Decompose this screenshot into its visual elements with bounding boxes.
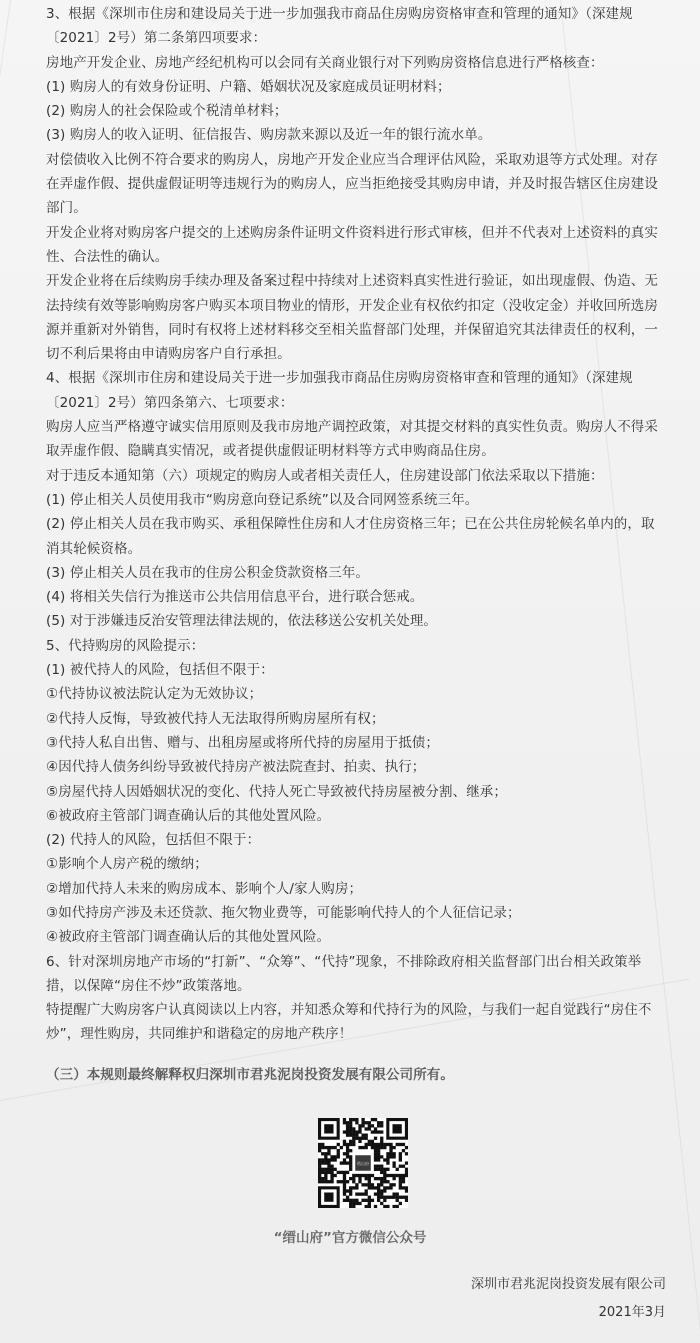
paragraph: (1) 购房人的有效身份证明、户籍、婚姻状况及家庭成员证明材料； [46,78,451,95]
paragraph: ②代持人反悔，导致被代持人无法取得所购房屋所有权； [46,710,385,727]
background-line [0,0,11,1330]
paragraph: (1) 被代持人的风险，包括但不限于： [46,662,274,679]
paragraph: 购房人应当严格遵守诚实信用原则及我市房地产调控政策，对其提交材料的真实性负责。购房人不得采取弄虚作假、隐瞒真实情况，或者提供虚假证明材料等方式申购商品住房。 [46,419,658,460]
paragraph: ①代持协议被法院认定为无效协议； [46,686,263,703]
qr-code [318,1118,408,1208]
paragraph: 4、根据《深圳市住房和建设局关于进一步加强我市商品住房购房资格审查和管理的通知》（深建规〔2021〕2号）第四条第六、七项要求： [46,370,633,411]
paragraph: (2) 停止相关人员在我市购买、承租保障性住房和人才住房资格三年；已在公共住房轮候名单内的，取消其轮候资格。 [46,516,655,557]
regulation-text [46,2,658,1087]
paragraph: 房地产开发企业、房地产经纪机构可以会同有关商业银行对下列购房资格信息进行严格核查： [46,54,604,71]
qr-finder-pattern [392,1124,401,1133]
paragraph: (2) 购房人的社会保险或个税清单材料； [46,103,288,120]
qr-center-label: 缙山府 [357,1161,369,1166]
qr-finder-pattern [324,1124,333,1133]
paragraph: 开发企业将对购房客户提交的上述购房条件证明文件资料进行形式审核，但并不代表对上述资料的真实性、合法性的确认。 [46,224,658,265]
paragraph: ②增加代持人未来的购房成本、影响个人/家人购房； [46,880,363,897]
paragraph: 开发企业将在后续购房手续办理及备案过程中持续对上述资料真实性进行验证，如出现虚假、伪造、无法持续有效等影响购房客户购买本项目物业的情形，开发企业有权依约扣定（没收定金）并收回所选房源并重新对外销售，同时有权将上述材料移交至相关监督部门处理，并保留追究其法律责任的权利，一切不利后果将由申请购房客户自行承担。 [46,273,658,363]
paragraph: (5) 对于涉嫌违反治安管理法律法规的，依法移送公安机关处理。 [46,613,438,630]
paragraph: 6、针对深圳房地产市场的“打新”、“众筹”、“代持”现象，不排除政府相关监督部门出台相关政策举措，以保障“房住不炒”政策落地。 [46,953,642,994]
paragraph: (2) 代持人的风险，包括但不限于： [46,832,261,849]
qr-code-graphic [318,1118,408,1208]
paragraph: ⑤房屋代持人因婚姻状况的变化、代持人死亡导致被代持房屋被分割、继承； [46,783,508,800]
paragraph: 5、代持购房的风险提示： [46,637,205,654]
paragraph: 特提醒广大购房客户认真阅读以上内容，并知悉众筹和代持行为的风险，与我们一起自觉践行“房住不炒”，理性购房，共同维护和谐稳定的房地产秩序！ [46,1002,652,1043]
paragraph: (3) 购房人的收入证明、征信报告、购房款来源以及近一年的银行流水单。 [46,127,492,144]
paragraph: ④因代持人债务纠纷导致被代持房产被法院查封、拍卖、执行； [46,759,426,776]
company-name: 深圳市君兆泥岗投资发展有限公司 [470,1277,666,1292]
qr-finder-pattern [324,1192,333,1201]
paragraph: 对于违反本通知第（六）项规定的购房人或者相关责任人，住房建设部门依法采取以下措施： [46,467,604,484]
conclusion-text: （三）本规则最终解释权归深圳市君兆泥岗投资发展有限公司所有。 [46,1066,454,1083]
paragraph: (4) 将相关失信行为推送市公共信用信息平台，进行联合惩戒。 [46,589,424,606]
paragraph: ③代持人私自出售、赠与、出租房屋或将所代持的房屋用于抵债； [46,734,440,751]
paragraph: ③如代持房产涉及未还贷款、拖欠物业费等，可能影响代持人的个人征信记录； [46,904,521,921]
paragraph: ①影响个人房产税的缴纳； [46,856,208,873]
date: 2021年3月 [598,1305,666,1320]
paragraph: ④被政府主管部门调查确认后的其他处置风险。 [46,929,331,946]
qr-caption: “缙山府”官方微信公众号 [273,1230,427,1246]
paragraph: 对偿债收入比例不符合要求的购房人，房地产开发企业应当合理评估风险，采取劝退等方式处理。对存在弄虚作假、提供虚假证明等违规行为的购房人，应当拒绝接受其购房申请，并及时报告辖区住房建设部门。 [46,151,658,217]
paragraph: (3) 停止相关人员在我市的住房公积金贷款资格三年。 [46,564,370,581]
paragraph: ⑥被政府主管部门调查确认后的其他处置风险。 [46,807,331,824]
paragraph: (1) 停止相关人员使用我市“购房意向登记系统”以及合同网签系统三年。 [46,491,479,508]
paragraph: 3、根据《深圳市住房和建设局关于进一步加强我市商品住房购房资格审查和管理的通知》（深建规〔2021〕2号）第二条第四项要求： [46,6,633,47]
